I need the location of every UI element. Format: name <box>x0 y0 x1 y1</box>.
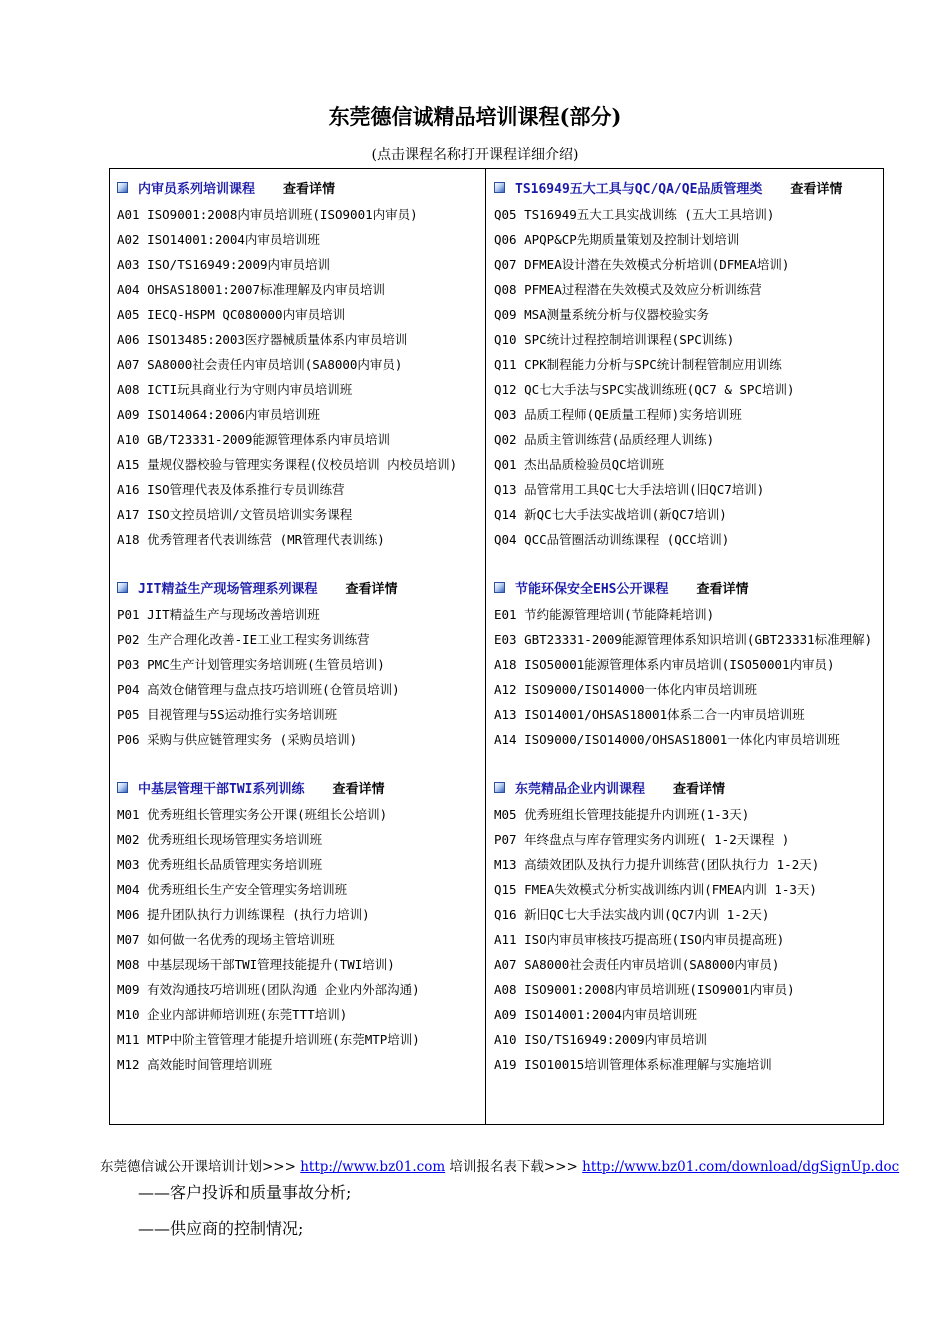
course-link[interactable]: A15 量规仪器校验与管理实务课程(仪校员培训 内校员培训) <box>117 457 458 472</box>
course-link[interactable]: Q04 QCC品管圈活动训练课程 (QCC培训) <box>494 532 730 547</box>
section-header <box>117 172 479 202</box>
course-link[interactable]: A18 ISO50001能源管理体系内审员培训(ISO50001内审员) <box>494 657 835 672</box>
course-link[interactable]: Q13 品管常用工具QC七大手法培训(旧QC7培训) <box>494 482 765 497</box>
bullet-square-icon <box>117 582 128 593</box>
course-link[interactable]: Q11 CPK制程能力分析与SPC统计制程管制应用训练 <box>494 357 782 372</box>
signup-link[interactable]: http://www.bz01.com/download/dgSignUp.doc <box>582 1159 900 1175</box>
plan-link[interactable]: http://www.bz01.com <box>300 1159 446 1175</box>
section-header <box>117 572 479 602</box>
bullet-square-icon <box>494 582 505 593</box>
course-link[interactable]: A07 SA8000社会责任内审员培训(SA8000内审员) <box>117 357 403 372</box>
course-link[interactable]: Q01 杰出品质检验员QC培训班 <box>494 457 665 472</box>
course-link[interactable]: P03 PMC生产计划管理实务培训班(生管员培训) <box>117 657 385 672</box>
course-link[interactable]: Q15 FMEA失效模式分析实战训练内训(FMEA内训 1-3天) <box>494 882 817 897</box>
course-link[interactable]: Q09 MSA测量系统分析与仪器校验实务 <box>494 307 710 322</box>
course-link[interactable]: Q02 品质主管训练营(品质经理人训练) <box>494 432 715 447</box>
course-link[interactable]: A14 ISO9000/ISO14000/OHSAS18001一体化内审员培训班 <box>494 732 840 747</box>
course-link[interactable]: P05 目视管理与5S运动推行实务培训班 <box>117 707 338 722</box>
course-link[interactable]: A12 ISO9000/ISO14000一体化内审员培训班 <box>494 682 758 697</box>
view-details-link[interactable]: 查看详情 <box>696 581 749 597</box>
section-title-link[interactable]: 东莞精品企业内训课程 <box>515 781 646 797</box>
course-link[interactable]: M09 有效沟通技巧培训班(团队沟通 企业内外部沟通) <box>117 982 420 997</box>
course-link[interactable]: Q10 SPC统计过程控制培训课程(SPC训练) <box>494 332 735 347</box>
course-link[interactable]: A08 ISO9001:2008内审员培训班(ISO9001内审员) <box>494 982 795 997</box>
page-subtitle: (点击课程名称打开课程详细介绍) <box>371 147 579 163</box>
course-link[interactable]: M02 优秀班组长现场管理实务培训班 <box>117 832 323 847</box>
left-column <box>117 172 479 1097</box>
section-header <box>494 772 876 802</box>
note-complaints: ——客户投诉和质量事故分析; <box>138 1183 352 1202</box>
section-header <box>117 772 479 802</box>
course-link[interactable]: A01 ISO9001:2008内审员培训班(ISO9001内审员) <box>117 207 418 222</box>
course-link[interactable]: A05 IECQ-HSPM QC080000内审员培训 <box>117 307 346 322</box>
right-column <box>494 172 876 1097</box>
note-suppliers: ——供应商的控制情况; <box>138 1219 304 1238</box>
course-link[interactable]: Q07 DFMEA设计潜在失效模式分析培训(DFMEA培训) <box>494 257 790 272</box>
course-link[interactable]: M07 如何做一名优秀的现场主管培训班 <box>117 932 335 947</box>
course-section <box>494 572 876 752</box>
course-link[interactable]: A10 ISO/TS16949:2009内审员培训 <box>494 1032 708 1047</box>
view-details-link[interactable]: 查看详情 <box>790 181 843 197</box>
course-link[interactable]: M08 中基层现场干部TWI管理技能提升(TWI培训) <box>117 957 395 972</box>
course-link[interactable]: A02 ISO14001:2004内审员培训班 <box>117 232 320 247</box>
course-link[interactable]: M03 优秀班组长品质管理实务培训班 <box>117 857 323 872</box>
course-link[interactable]: M04 优秀班组长生产安全管理实务培训班 <box>117 882 348 897</box>
course-link[interactable]: M12 高效能时间管理培训班 <box>117 1057 273 1072</box>
footer-links <box>100 1155 899 1175</box>
course-link[interactable]: A08 ICTI玩具商业行为守则内审员培训班 <box>117 382 353 397</box>
course-link[interactable]: Q08 PFMEA过程潜在失效模式及效应分析训练营 <box>494 282 762 297</box>
course-link[interactable]: E03 GBT23331-2009能源管理体系知识培训(GBT23331标准理解) <box>494 632 873 647</box>
view-details-link[interactable]: 查看详情 <box>332 781 385 797</box>
column-divider <box>485 168 486 1125</box>
section-title-link[interactable]: TS16949五大工具与QC/QA/QE品质管理类 <box>515 181 763 197</box>
course-section <box>494 772 876 1077</box>
course-link[interactable]: M10 企业内部讲师培训班(东莞TTT培训) <box>117 1007 348 1022</box>
course-link[interactable]: Q12 QC七大手法与SPC实战训练班(QC7 & SPC培训) <box>494 382 795 397</box>
course-section <box>494 172 876 552</box>
course-link[interactable]: A11 ISO内审员审核技巧提高班(ISO内审员提高班) <box>494 932 785 947</box>
section-title-link[interactable]: 内审员系列培训课程 <box>138 181 256 197</box>
course-link[interactable]: E01 节约能源管理培训(节能降耗培训) <box>494 607 715 622</box>
course-link[interactable]: A07 SA8000社会责任内审员培训(SA8000内审员) <box>494 957 780 972</box>
course-link[interactable]: A04 OHSAS18001:2007标准理解及内审员培训 <box>117 282 385 297</box>
course-link[interactable]: A18 优秀管理者代表训练营 (MR管理代表训练) <box>117 532 385 547</box>
course-link[interactable]: Q06 APQP&CP先期质量策划及控制计划培训 <box>494 232 740 247</box>
course-link[interactable]: A17 ISO文控员培训/文管员培训实务课程 <box>117 507 353 522</box>
course-link[interactable]: M06 提升团队执行力训练课程 (执行力培训) <box>117 907 370 922</box>
section-title-link[interactable]: 节能环保安全EHS公开课程 <box>515 581 669 597</box>
section-title-link[interactable]: 中基层管理干部TWI系列训练 <box>138 781 305 797</box>
section-header <box>494 572 876 602</box>
bullet-square-icon <box>494 782 505 793</box>
course-link[interactable]: M11 MTP中阶主管管理才能提升培训班(东莞MTP培训) <box>117 1032 420 1047</box>
course-section <box>117 772 479 1077</box>
page-title: 东莞德信诚精品培训课程(部分) <box>328 104 622 129</box>
bullet-square-icon <box>117 182 128 193</box>
section-title-link[interactable]: JIT精益生产现场管理系列课程 <box>138 581 318 597</box>
view-details-link[interactable]: 查看详情 <box>345 581 398 597</box>
course-section <box>117 172 479 552</box>
signup-text: 培训报名表下载>>> <box>445 1159 583 1175</box>
course-link[interactable]: M01 优秀班组长管理实务公开课(班组长公培训) <box>117 807 388 822</box>
view-details-link[interactable]: 查看详情 <box>673 781 726 797</box>
course-link[interactable]: Q03 品质工程师(QE质量工程师)实务培训班 <box>494 407 742 422</box>
course-link[interactable]: A03 ISO/TS16949:2009内审员培训 <box>117 257 331 272</box>
course-link[interactable]: A09 ISO14001:2004内审员培训班 <box>494 1007 697 1022</box>
course-link[interactable]: Q14 新QC七大手法实战培训(新QC7培训) <box>494 507 727 522</box>
course-link[interactable]: P04 高效仓储管理与盘点技巧培训班(仓管员培训) <box>117 682 400 697</box>
course-link[interactable]: A13 ISO14001/OHSAS18001体系二合一内审员培训班 <box>494 707 805 722</box>
course-link[interactable]: Q16 新旧QC七大手法实战内训(QC7内训 1-2天) <box>494 907 770 922</box>
course-link[interactable]: A19 ISO10015培训管理体系标准理解与实施培训 <box>494 1057 772 1072</box>
bullet-square-icon <box>117 782 128 793</box>
course-link[interactable]: A10 GB/T23331-2009能源管理体系内审员培训 <box>117 432 390 447</box>
section-header <box>494 172 876 202</box>
course-link[interactable]: P07 年终盘点与库存管理实务内训班( 1-2天课程 ) <box>494 832 790 847</box>
course-section <box>117 572 479 752</box>
course-link[interactable]: Q05 TS16949五大工具实战训练 (五大工具培训) <box>494 207 775 222</box>
bullet-square-icon <box>494 182 505 193</box>
course-link[interactable]: M13 高绩效团队及执行力提升训练营(团队执行力 1-2天) <box>494 857 820 872</box>
course-link[interactable]: P01 JIT精益生产与现场改善培训班 <box>117 607 320 622</box>
course-link[interactable]: P02 生产合理化改善-IE工业工程实务训练营 <box>117 632 370 647</box>
course-link[interactable]: A06 ISO13485:2003医疗器械质量体系内审员培训 <box>117 332 408 347</box>
course-link[interactable]: P06 采购与供应链管理实务 (采购员培训) <box>117 732 358 747</box>
course-link[interactable]: A16 ISO管理代表及体系推行专员训练营 <box>117 482 345 497</box>
course-link[interactable]: M05 优秀班组长管理技能提升内训班(1-3天) <box>494 807 750 822</box>
plan-text: 东莞德信诚公开课培训计划>>> <box>100 1159 301 1175</box>
view-details-link[interactable]: 查看详情 <box>283 181 336 197</box>
course-link[interactable]: A09 ISO14064:2006内审员培训班 <box>117 407 320 422</box>
